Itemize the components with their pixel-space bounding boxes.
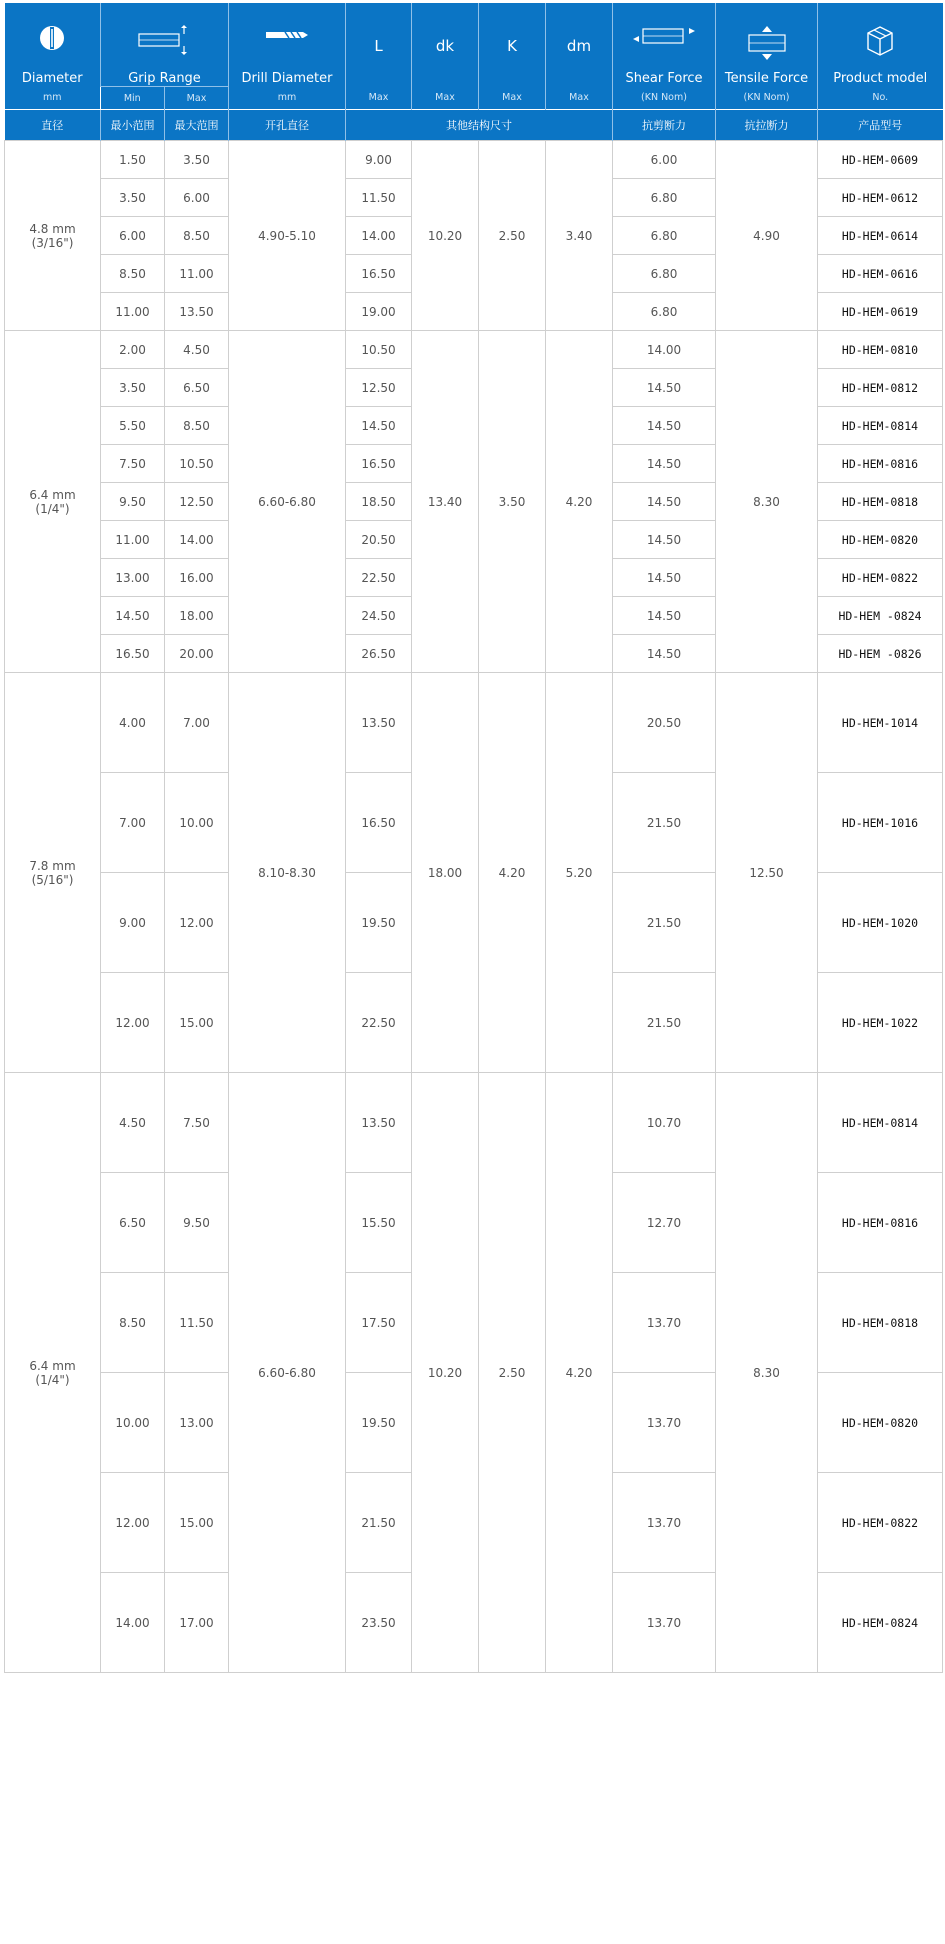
product-model-cell: HD-HEM-0616	[818, 255, 943, 293]
grip-max-cell: 13.00	[165, 1373, 229, 1473]
l-max-cell: 22.50	[346, 973, 412, 1073]
shear-force-cell: 13.70	[613, 1373, 716, 1473]
product-model-cell: HD-HEM-0824	[818, 1573, 943, 1673]
l-max-cell: 21.50	[346, 1473, 412, 1573]
cn-header-max: 最大范围	[165, 110, 229, 141]
shear-force-cell: 6.80	[613, 179, 716, 217]
l-max-cell: 9.00	[346, 141, 412, 179]
dm-max-cell: 3.40	[546, 141, 613, 331]
grip-min-cell: 10.00	[101, 1373, 165, 1473]
grip-max-cell: 7.50	[165, 1073, 229, 1173]
header-dk-unit: Max	[435, 92, 455, 103]
grip-max-cell: 14.00	[165, 521, 229, 559]
box-icon	[818, 25, 943, 65]
shear-force-cell: 6.00	[613, 141, 716, 179]
diameter-inch: (1/4")	[35, 1372, 70, 1387]
product-model-cell: HD-HEM-0822	[818, 1473, 943, 1573]
product-model-cell: HD-HEM-0612	[818, 179, 943, 217]
product-model-cell: HD-HEM-1022	[818, 973, 943, 1073]
product-model-cell: HD-HEM-0814	[818, 407, 943, 445]
drill-diameter-cell: 4.90-5.10	[229, 141, 346, 331]
cn-header-shear: 抗剪断力	[613, 110, 716, 141]
shear-force-cell: 14.50	[613, 369, 716, 407]
diameter-cell	[5, 1073, 101, 1673]
k-max-cell: 2.50	[479, 1073, 546, 1673]
l-max-cell: 20.50	[346, 521, 412, 559]
grip-max-cell: 13.50	[165, 293, 229, 331]
l-max-cell: 24.50	[346, 597, 412, 635]
l-max-cell: 16.50	[346, 255, 412, 293]
header-dk	[412, 3, 479, 110]
grip-min-cell: 12.00	[101, 973, 165, 1073]
tensile-force-cell: 12.50	[716, 673, 818, 1073]
l-max-cell: 12.50	[346, 369, 412, 407]
k-max-cell: 2.50	[479, 141, 546, 331]
header-grip-title: Grip Range	[128, 71, 201, 86]
shear-force-icon	[613, 25, 715, 65]
product-model-cell: HD-HEM-0818	[818, 1273, 943, 1373]
header-l-unit: Max	[368, 92, 389, 103]
shear-force-cell: 20.50	[613, 673, 716, 773]
diameter-cell	[5, 331, 101, 673]
product-model-cell: HD-HEM-0816	[818, 445, 943, 483]
shear-force-cell: 14.50	[613, 445, 716, 483]
l-max-cell: 15.50	[346, 1173, 412, 1273]
l-max-cell: 19.00	[346, 293, 412, 331]
rivet-diameter-icon	[5, 25, 101, 65]
shear-force-cell: 21.50	[613, 873, 716, 973]
l-max-cell: 13.50	[346, 1073, 412, 1173]
k-max-cell: 4.20	[479, 673, 546, 1073]
product-model-cell: HD-HEM-0812	[818, 369, 943, 407]
header-l-title: L	[374, 37, 383, 55]
grip-max-cell: 7.00	[165, 673, 229, 773]
rivet-spec-table	[4, 3, 943, 1673]
header-dm-title: dm	[566, 37, 592, 55]
product-model-cell: HD-HEM -0826	[818, 635, 943, 673]
dm-max-cell: 4.20	[546, 331, 613, 673]
diameter-inch: (3/16")	[31, 235, 74, 250]
dm-max-cell: 5.20	[546, 673, 613, 1073]
grip-max-cell: 8.50	[165, 407, 229, 445]
dm-max-cell: 4.20	[546, 1073, 613, 1673]
shear-force-cell: 14.50	[613, 559, 716, 597]
shear-force-cell: 14.50	[613, 597, 716, 635]
grip-max-cell: 11.50	[165, 1273, 229, 1373]
product-model-cell: HD-HEM-1016	[818, 773, 943, 873]
l-max-cell: 14.00	[346, 217, 412, 255]
grip-min-cell: 12.00	[101, 1473, 165, 1573]
l-max-cell: 14.50	[346, 407, 412, 445]
grip-max-cell: 12.00	[165, 873, 229, 973]
shear-force-cell: 13.70	[613, 1273, 716, 1373]
grip-min-cell: 6.50	[101, 1173, 165, 1273]
shear-force-cell: 6.80	[613, 217, 716, 255]
product-model-cell: HD-HEM-0810	[818, 331, 943, 369]
grip-max-cell: 18.00	[165, 597, 229, 635]
diameter-inch: (1/4")	[35, 501, 70, 516]
product-model-cell: HD-HEM -0824	[818, 597, 943, 635]
product-model-cell: HD-HEM-0614	[818, 217, 943, 255]
shear-force-cell: 14.00	[613, 331, 716, 369]
header-drill-title: Drill Diameter	[241, 71, 333, 86]
l-max-cell: 19.50	[346, 1373, 412, 1473]
grip-min-cell: 8.50	[101, 1273, 165, 1373]
shear-force-cell: 14.50	[613, 635, 716, 673]
tensile-force-cell: 8.30	[716, 1073, 818, 1673]
cn-header-diameter: 直径	[5, 110, 101, 141]
diameter-cell	[5, 673, 101, 1073]
header-diameter-unit: mm	[42, 92, 62, 103]
shear-force-cell: 6.80	[613, 255, 716, 293]
header-dm-unit: Max	[569, 92, 589, 103]
grip-max-cell: 15.00	[165, 1473, 229, 1573]
grip-min-cell: 3.50	[101, 179, 165, 217]
header-grip-max: Max	[165, 87, 229, 110]
cn-header-min: 最小范围	[101, 110, 165, 141]
grip-max-cell: 17.00	[165, 1573, 229, 1673]
product-model-cell: HD-HEM-0619	[818, 293, 943, 331]
grip-min-cell: 4.50	[101, 1073, 165, 1173]
grip-max-cell: 15.00	[165, 973, 229, 1073]
product-model-cell: HD-HEM-0822	[818, 559, 943, 597]
grip-min-cell: 13.00	[101, 559, 165, 597]
drill-diameter-cell: 6.60-6.80	[229, 331, 346, 673]
grip-max-cell: 16.00	[165, 559, 229, 597]
tensile-force-cell: 4.90	[716, 141, 818, 331]
header-k-unit: Max	[502, 92, 522, 103]
l-max-cell: 16.50	[346, 445, 412, 483]
grip-max-cell: 10.00	[165, 773, 229, 873]
dk-max-cell: 10.20	[412, 1073, 479, 1673]
table-row	[5, 673, 943, 773]
product-model-cell: HD-HEM-0820	[818, 521, 943, 559]
header-grip	[101, 3, 229, 87]
shear-force-cell: 13.70	[613, 1473, 716, 1573]
tensile-force-icon	[716, 25, 817, 65]
grip-max-cell: 3.50	[165, 141, 229, 179]
grip-max-cell: 4.50	[165, 331, 229, 369]
product-model-cell: HD-HEM-1014	[818, 673, 943, 773]
shear-force-cell: 14.50	[613, 521, 716, 559]
shear-force-cell: 6.80	[613, 293, 716, 331]
l-max-cell: 16.50	[346, 773, 412, 873]
header-shear	[613, 3, 716, 110]
grip-min-cell: 7.00	[101, 773, 165, 873]
grip-max-cell: 10.50	[165, 445, 229, 483]
dk-max-cell: 13.40	[412, 331, 479, 673]
tensile-force-cell: 8.30	[716, 331, 818, 673]
grip-max-cell: 20.00	[165, 635, 229, 673]
l-max-cell: 23.50	[346, 1573, 412, 1673]
shear-force-cell: 14.50	[613, 407, 716, 445]
l-max-cell: 19.50	[346, 873, 412, 973]
k-max-cell: 3.50	[479, 331, 546, 673]
header-drill-unit: mm	[277, 92, 297, 103]
grip-min-cell: 7.50	[101, 445, 165, 483]
product-model-cell: HD-HEM-1020	[818, 873, 943, 973]
diameter-metric: 7.8 mm	[29, 858, 76, 873]
grip-min-cell: 4.00	[101, 673, 165, 773]
table-row	[5, 331, 943, 369]
grip-max-cell: 11.00	[165, 255, 229, 293]
grip-max-cell: 12.50	[165, 483, 229, 521]
grip-min-cell: 14.00	[101, 1573, 165, 1673]
diameter-metric: 6.4 mm	[29, 1358, 76, 1373]
product-model-cell: HD-HEM-0820	[818, 1373, 943, 1473]
spec-table-container	[4, 3, 942, 1673]
grip-min-cell: 2.00	[101, 331, 165, 369]
grip-min-cell: 9.50	[101, 483, 165, 521]
grip-max-cell: 6.00	[165, 179, 229, 217]
cn-header-model: 产品型号	[818, 110, 943, 141]
grip-range-icon	[101, 25, 228, 65]
l-max-cell: 11.50	[346, 179, 412, 217]
header-k	[479, 3, 546, 110]
header-tensile-unit: (KN Nom)	[743, 92, 790, 103]
product-model-cell: HD-HEM-0818	[818, 483, 943, 521]
grip-min-cell: 1.50	[101, 141, 165, 179]
shear-force-cell: 14.50	[613, 483, 716, 521]
header-shear-title: Shear Force	[625, 71, 703, 86]
table-row	[5, 1073, 943, 1173]
grip-min-cell: 5.50	[101, 407, 165, 445]
l-max-cell: 18.50	[346, 483, 412, 521]
grip-min-cell: 3.50	[101, 369, 165, 407]
diameter-metric: 6.4 mm	[29, 487, 76, 502]
cn-header-tensile: 抗拉断力	[716, 110, 818, 141]
grip-min-cell: 9.00	[101, 873, 165, 973]
shear-force-cell: 21.50	[613, 773, 716, 873]
header-l	[346, 3, 412, 110]
drill-diameter-cell: 6.60-6.80	[229, 1073, 346, 1673]
grip-min-cell: 16.50	[101, 635, 165, 673]
drill-diameter-cell: 8.10-8.30	[229, 673, 346, 1073]
header-tensile-title: Tensile Force	[724, 71, 809, 86]
grip-min-cell: 14.50	[101, 597, 165, 635]
header-tensile	[716, 3, 818, 110]
l-max-cell: 10.50	[346, 331, 412, 369]
grip-max-cell: 8.50	[165, 217, 229, 255]
l-max-cell: 22.50	[346, 559, 412, 597]
diameter-inch: (5/16")	[31, 872, 74, 887]
grip-min-cell: 8.50	[101, 255, 165, 293]
l-max-cell: 26.50	[346, 635, 412, 673]
shear-force-cell: 13.70	[613, 1573, 716, 1673]
cn-header-drill: 开孔直径	[229, 110, 346, 141]
header-k-title: K	[507, 37, 517, 55]
shear-force-cell: 21.50	[613, 973, 716, 1073]
grip-min-cell: 11.00	[101, 521, 165, 559]
header-diameter	[5, 3, 101, 110]
dk-max-cell: 10.20	[412, 141, 479, 331]
dk-max-cell: 18.00	[412, 673, 479, 1073]
grip-min-cell: 6.00	[101, 217, 165, 255]
l-max-cell: 17.50	[346, 1273, 412, 1373]
cn-header-dims: 其他结构尺寸	[346, 110, 613, 141]
header-drill	[229, 3, 346, 110]
product-model-cell: HD-HEM-0816	[818, 1173, 943, 1273]
header-grip-min: Min	[101, 87, 165, 110]
header-model-unit: No.	[872, 92, 889, 103]
product-model-cell: HD-HEM-0814	[818, 1073, 943, 1173]
l-max-cell: 13.50	[346, 673, 412, 773]
drill-bit-icon	[229, 25, 345, 65]
diameter-metric: 4.8 mm	[29, 221, 76, 236]
spec-table-body	[5, 141, 943, 1673]
header-dk-title: dk	[435, 37, 455, 55]
header-model-title: Product model	[833, 71, 928, 86]
header-model	[818, 3, 943, 110]
header-shear-unit: (KN Nom)	[641, 92, 687, 103]
grip-max-cell: 6.50	[165, 369, 229, 407]
grip-max-cell: 9.50	[165, 1173, 229, 1273]
header-dm	[546, 3, 613, 110]
diameter-cell	[5, 141, 101, 331]
shear-force-cell: 10.70	[613, 1073, 716, 1173]
product-model-cell: HD-HEM-0609	[818, 141, 943, 179]
table-row	[5, 141, 943, 179]
shear-force-cell: 12.70	[613, 1173, 716, 1273]
header-diameter-title: Diameter	[21, 71, 83, 86]
grip-min-cell: 11.00	[101, 293, 165, 331]
